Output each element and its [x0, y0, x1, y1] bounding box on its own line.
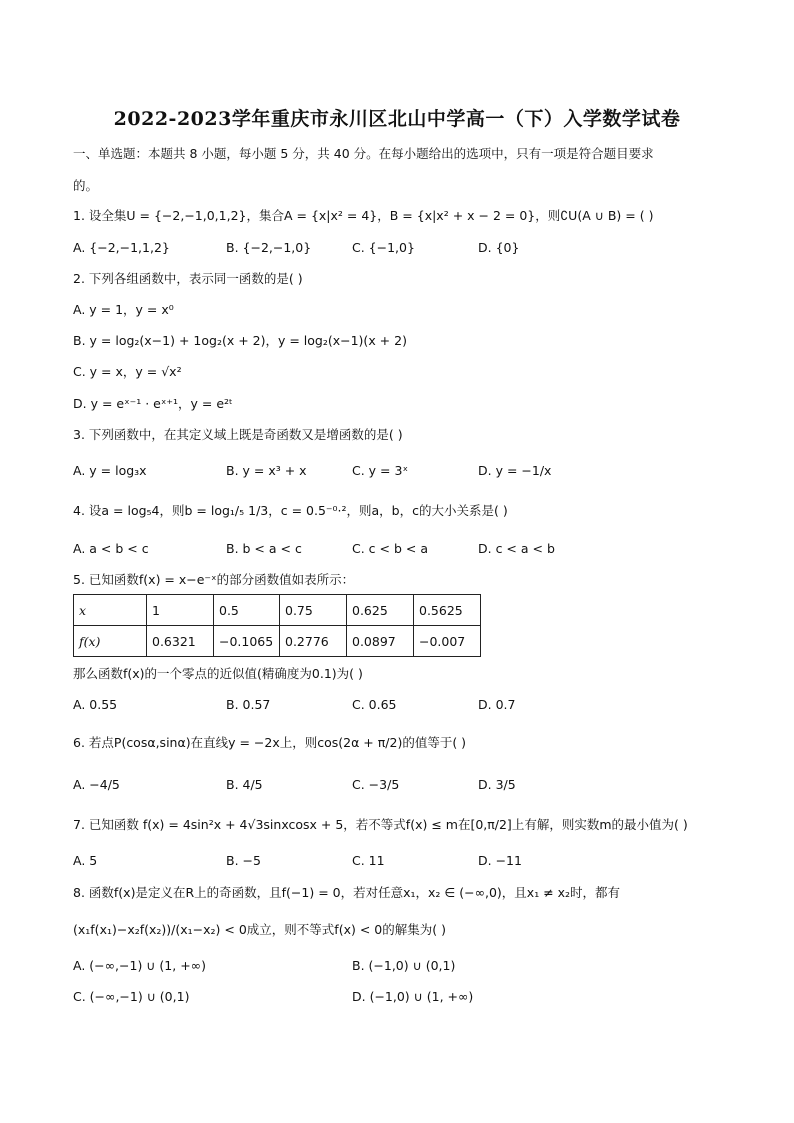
q2-option-b: B. y = log₂(x−1) + 1og₂(x + 2)，y = log₂(x−1)(x + 2) — [73, 333, 407, 348]
table-cell: 0.2776 — [280, 626, 347, 657]
section-heading: 一、单选题：本题共 8 小题，每小题 5 分，共 40 分。在每小题给出的选项中，只有一项是符合题目要求 — [73, 146, 654, 161]
q3-option-d: D. y = −1/x — [478, 463, 552, 478]
section-heading-cont: 的。 — [73, 178, 99, 193]
question-1-stem: 1. 设全集U = {−2,−1,0,1,2}，集合A = {x|x² = 4}，B = {x|x² + x − 2 = 0}，则∁U(A ∪ B) = ( ) — [73, 208, 654, 223]
q8-option-b: B. (−1,0) ∪ (0,1) — [352, 958, 456, 973]
table-cell: f(x) — [74, 626, 147, 657]
q7-option-d: D. −11 — [478, 853, 522, 868]
question-4-stem: 4. 设a = log₅4，则b = log₁/₅ 1/3，c = 0.5⁻⁰·²，则a，b，c的大小关系是( ) — [73, 503, 508, 518]
q5-option-c: C. 0.65 — [352, 697, 397, 712]
q6-option-a: A. −4/5 — [73, 777, 120, 792]
q6-option-b: B. 4/5 — [226, 777, 263, 792]
q8-option-a: A. (−∞,−1) ∪ (1, +∞) — [73, 958, 206, 973]
q1-option-b: B. {−2,−1,0} — [226, 240, 312, 255]
table-row-x — [74, 595, 481, 626]
q1-option-c: C. {−1,0} — [352, 240, 415, 255]
question-5-stem: 5. 已知函数f(x) = x−e⁻ˣ的部分函数值如表所示： — [73, 572, 355, 587]
table-cell: 0.0897 — [347, 626, 414, 657]
q2-option-a: A. y = 1，y = x⁰ — [73, 302, 174, 317]
q7-option-a: A. 5 — [73, 853, 98, 868]
question-8-stem: 8. 函数f(x)是定义在R上的奇函数，且f(−1) = 0，若对任意x₁，x₂ ∈ (−∞,0)，且x₁ ≠ x₂时，都有 — [73, 885, 621, 900]
table-cell: 0.625 — [347, 595, 414, 626]
q3-option-a: A. y = log₃x — [73, 463, 147, 478]
q4-option-b: B. b < a < c — [226, 541, 302, 556]
table-row-fx — [74, 626, 481, 657]
table-cell: 1 — [147, 595, 214, 626]
q4-option-a: A. a < b < c — [73, 541, 149, 556]
question-5-followup: 那么函数f(x)的一个零点的近似值(精确度为0.1)为( ) — [73, 666, 363, 681]
q1-option-a: A. {−2,−1,1,2} — [73, 240, 170, 255]
q6-option-d: D. 3/5 — [478, 777, 516, 792]
question-8-stem-cont: (x₁f(x₁)−x₂f(x₂))/(x₁−x₂) < 0成立，则不等式f(x) < 0的解集为( ) — [73, 922, 446, 937]
q2-option-d: D. y = eˣ⁻¹ · eˣ⁺¹，y = e²ᵗ — [73, 396, 233, 411]
table-cell: −0.007 — [414, 626, 481, 657]
page-title: 2022-2023学年重庆市永川区北山中学高一（下）入学数学试卷 — [113, 108, 681, 130]
q8-option-d: D. (−1,0) ∪ (1, +∞) — [352, 989, 474, 1004]
q5-option-d: D. 0.7 — [478, 697, 516, 712]
table-cell: −0.1065 — [214, 626, 280, 657]
q2-option-c: C. y = x，y = √x² — [73, 364, 182, 379]
q3-option-b: B. y = x³ + x — [226, 463, 307, 478]
q7-option-c: C. 11 — [352, 853, 385, 868]
q3-option-c: C. y = 3ˣ — [352, 463, 408, 478]
table-cell: 0.5625 — [414, 595, 481, 626]
q8-option-c: C. (−∞,−1) ∪ (0,1) — [73, 989, 190, 1004]
q7-option-b: B. −5 — [226, 853, 261, 868]
q5-option-b: B. 0.57 — [226, 697, 271, 712]
table-cell: 0.5 — [214, 595, 280, 626]
q1-option-d: D. {0} — [478, 240, 520, 255]
table-cell: 0.75 — [280, 595, 347, 626]
q4-option-c: C. c < b < a — [352, 541, 428, 556]
table-cell: x — [74, 595, 147, 626]
table-cell: 0.6321 — [147, 626, 214, 657]
question-7-stem: 7. 已知函数 f(x) = 4sin²x + 4√3sinxcosx + 5，若不等式f(x) ≤ m在[0,π/2]上有解，则实数m的最小值为( ) — [73, 817, 688, 832]
question-2-stem: 2. 下列各组函数中，表示同一函数的是( ) — [73, 271, 303, 286]
q4-option-d: D. c < a < b — [478, 541, 555, 556]
q6-option-c: C. −3/5 — [352, 777, 400, 792]
question-3-stem: 3. 下列函数中，在其定义域上既是奇函数又是增函数的是( ) — [73, 427, 403, 442]
question-6-stem: 6. 若点P(cosα,sinα)在直线y = −2x上，则cos(2α + π/2)的值等于( ) — [73, 735, 467, 750]
q5-option-a: A. 0.55 — [73, 697, 118, 712]
function-value-table — [73, 594, 481, 657]
